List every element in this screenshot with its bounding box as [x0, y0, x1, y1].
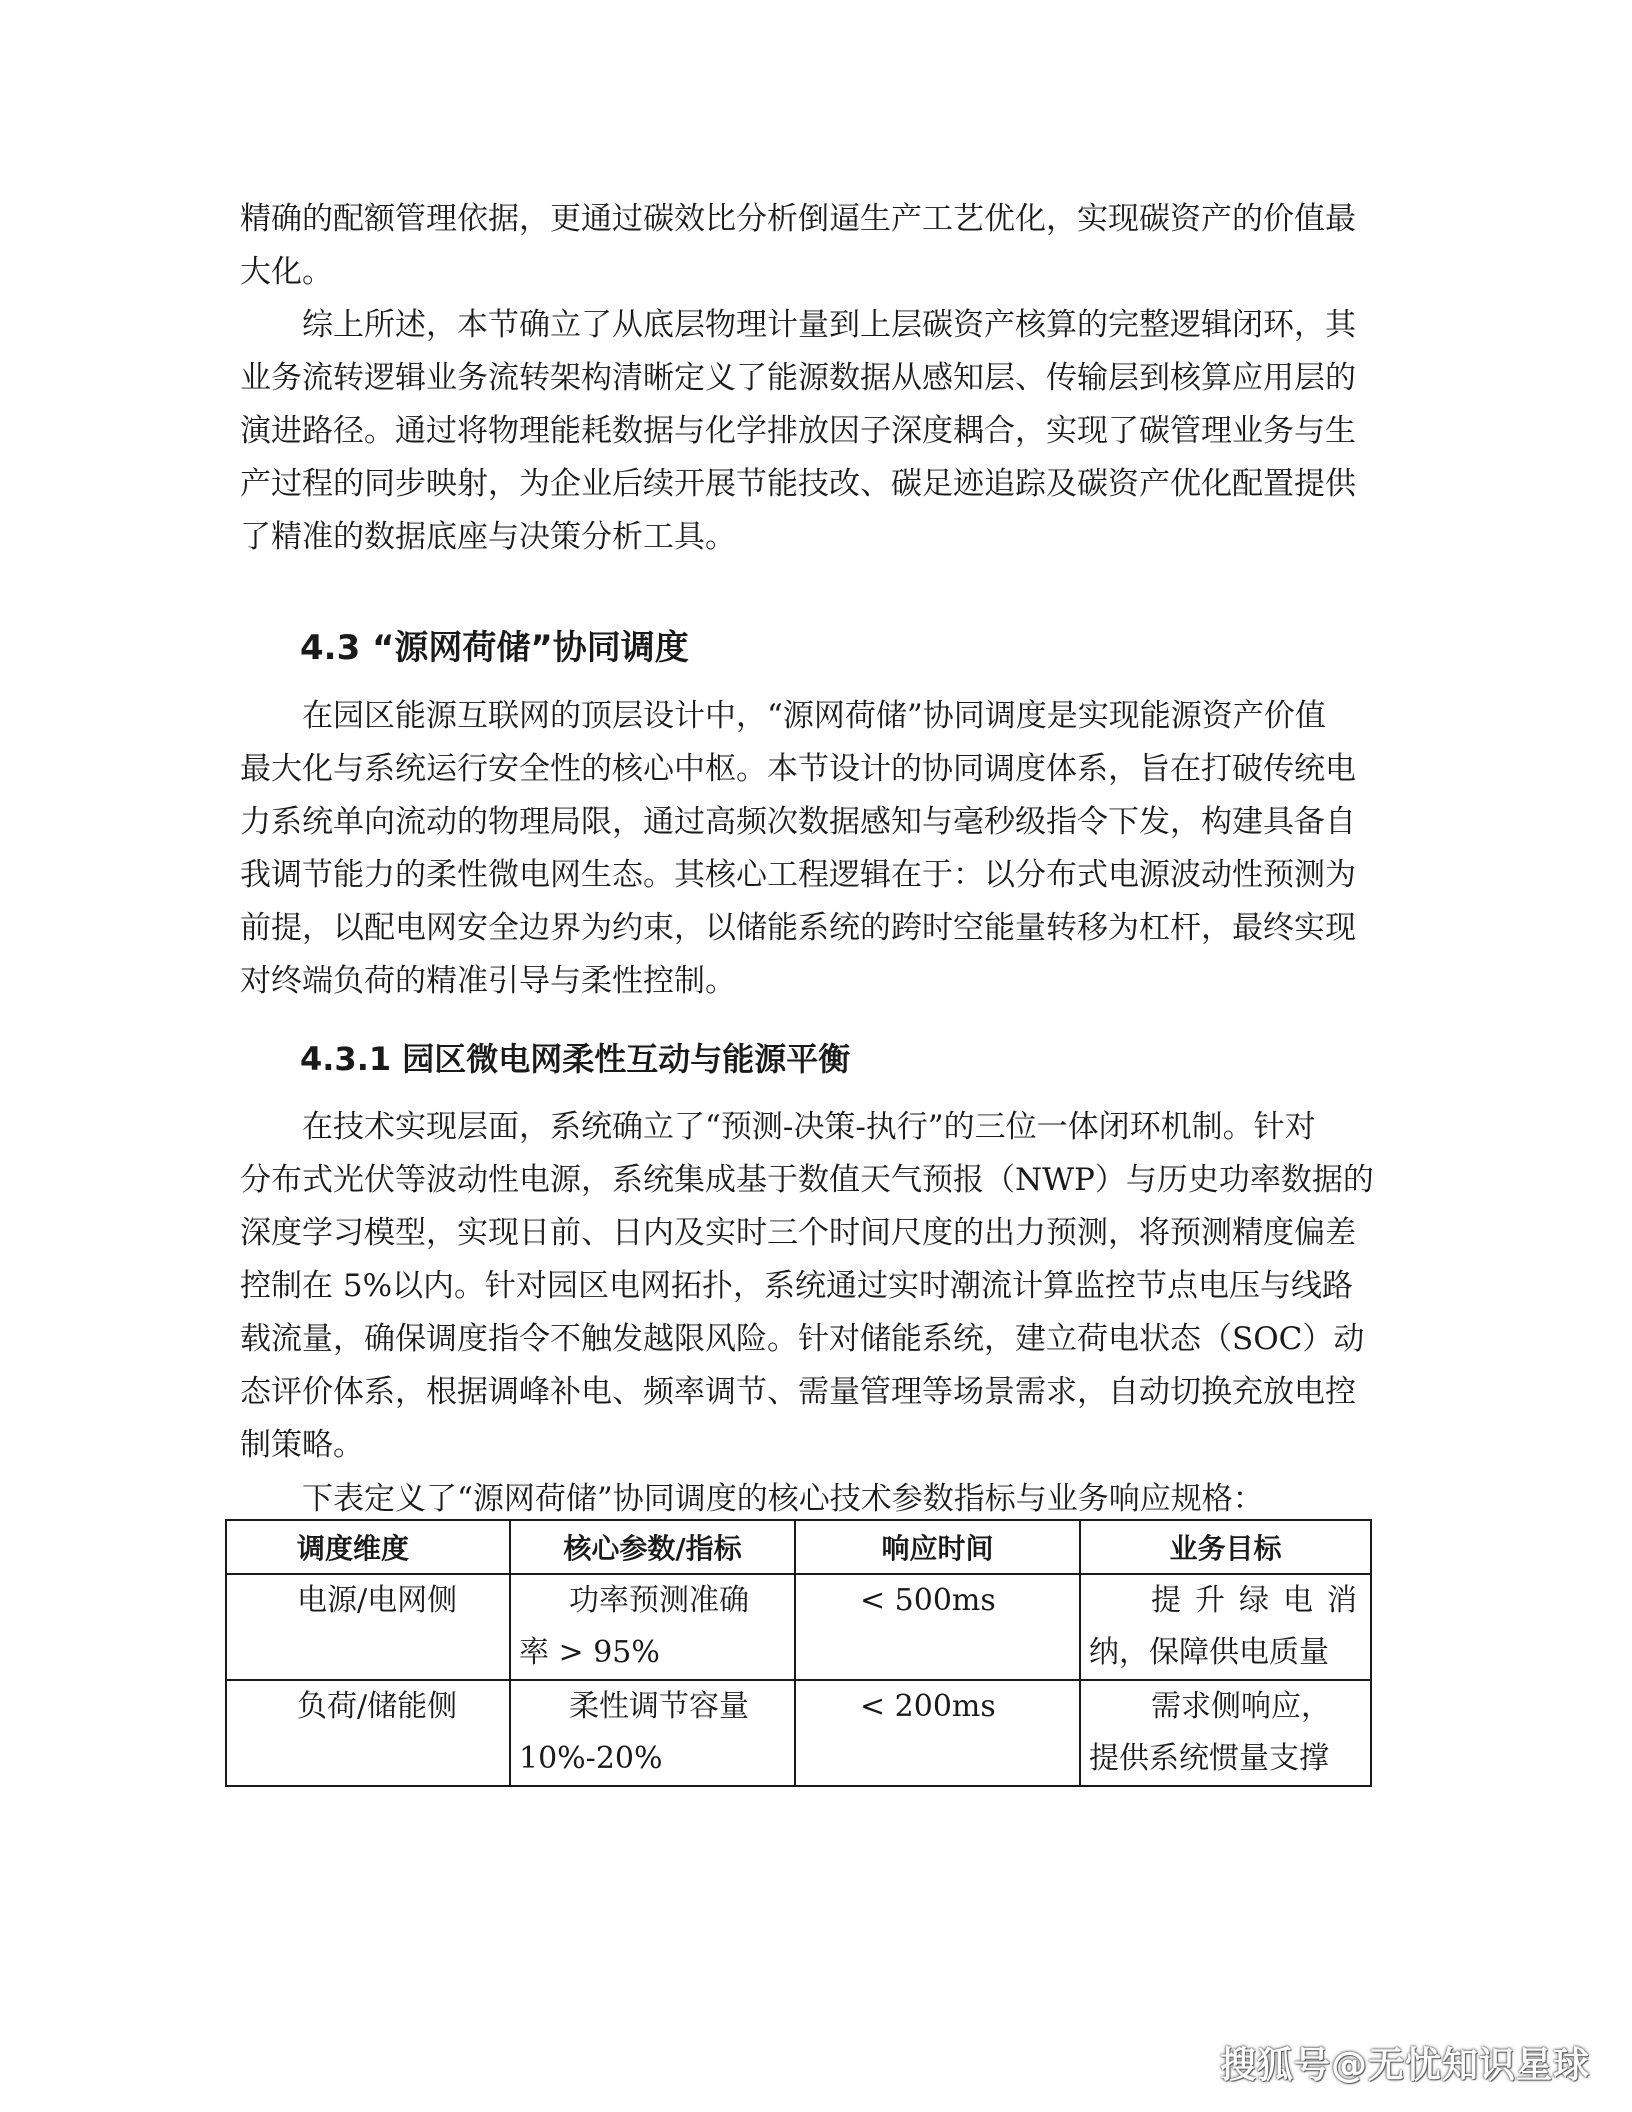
cell-text: < 500ms — [860, 1583, 996, 1618]
cell-business-goal — [1080, 1574, 1371, 1680]
text-line: 业务流转逻辑业务流转架构清晰定义了能源数据从感知层、传输层到核算应用层的 — [240, 360, 1356, 396]
text-line: 下表定义了“源网荷储”协同调度的核心技术参数指标与业务响应规格： — [240, 1481, 1264, 1517]
text-line: 载流量，确保调度指令不触发越限风险。针对储能系统，建立荷电状态（SOC）动 — [240, 1321, 1365, 1357]
cell-response-time — [795, 1574, 1080, 1680]
table-header-row — [226, 1520, 1371, 1574]
cell-business-goal — [1080, 1680, 1371, 1786]
paragraph-summary — [240, 299, 1380, 564]
cell-text: 提升绿电消 — [1151, 1583, 1371, 1618]
cell-text: 柔性调节容量 — [569, 1689, 749, 1724]
cell-parameter — [510, 1680, 795, 1786]
paragraph-technical-implementation — [240, 1101, 1380, 1472]
cell-text: 需求侧响应， — [1151, 1689, 1331, 1724]
section-heading-4-3: 4.3 “源网荷储”协同调度 — [300, 628, 689, 668]
cell-text: < 200ms — [860, 1689, 996, 1724]
text-line: 分布式光伏等波动性电源，系统集成基于数值天气预报（NWP）与历史功率数据的 — [240, 1162, 1374, 1198]
cell-response-time — [795, 1680, 1080, 1786]
cell-dimension — [226, 1680, 510, 1786]
text-line: 对终端负荷的精准引导与柔性控制。 — [240, 963, 736, 999]
dispatch-parameter-table — [225, 1519, 1372, 1787]
cell-text: 功率预测准确 — [569, 1583, 749, 1618]
text-line: 控制在 5%以内。针对园区电网拓扑，系统通过实时潮流计算监控节点电压与线路 — [240, 1268, 1354, 1304]
section-heading-4-3-1: 4.3.1 园区微电网柔性互动与能源平衡 — [300, 1040, 851, 1078]
cell-text: 率 > 95% — [519, 1635, 660, 1670]
column-header-response-time: 响应时间 — [795, 1520, 1080, 1574]
text-line: 综上所述，本节确立了从底层物理计量到上层碳资产核算的完整逻辑闭环，其 — [240, 307, 1356, 343]
text-line: 深度学习模型，实现日前、日内及实时三个时间尺度的出力预测，将预测精度偏差 — [240, 1215, 1356, 1251]
column-header-dimension: 调度维度 — [226, 1520, 510, 1574]
cell-parameter — [510, 1574, 795, 1680]
text-line: 力系统单向流动的物理局限，通过高频次数据感知与毫秒级指令下发，构建具备自 — [240, 804, 1356, 840]
paragraph-dispatch-intro — [240, 690, 1380, 1008]
cell-text: 负荷/储能侧 — [297, 1689, 458, 1724]
column-header-business-goal: 业务目标 — [1080, 1520, 1371, 1574]
text-line: 大化。 — [240, 254, 333, 290]
text-line: 最大化与系统运行安全性的核心中枢。本节设计的协同调度体系，旨在打破传统电 — [240, 751, 1356, 787]
cell-text: 提供系统惯量支撑 — [1089, 1741, 1329, 1776]
text-line: 产过程的同步映射，为企业后续开展节能技改、碳足迹追踪及碳资产优化配置提供 — [240, 466, 1356, 502]
text-line: 制策略。 — [240, 1427, 364, 1463]
table-row — [226, 1680, 1371, 1786]
text-line: 我调节能力的柔性微电网生态。其核心工程逻辑在于：以分布式电源波动性预测为 — [240, 857, 1356, 893]
text-line: 前提，以配电网安全边界为约束，以储能系统的跨时空能量转移为杠杆，最终实现 — [240, 910, 1356, 946]
cell-text: 电源/电网侧 — [297, 1583, 458, 1618]
text-line: 演进路径。通过将物理能耗数据与化学排放因子深度耦合，实现了碳管理业务与生 — [240, 413, 1356, 449]
watermark-text: 搜狐号@无忧知识星球 — [1219, 2045, 1590, 2086]
cell-dimension — [226, 1574, 510, 1680]
cell-text: 纳，保障供电质量 — [1089, 1635, 1329, 1670]
column-header-parameter: 核心参数/指标 — [510, 1520, 795, 1574]
text-line: 在园区能源互联网的顶层设计中，“源网荷储”协同调度是实现能源资产价值 — [240, 698, 1326, 734]
text-line: 精确的配额管理依据，更通过碳效比分析倒逼生产工艺优化，实现碳资产的价值最 — [240, 201, 1356, 237]
cell-text: 10%-20% — [519, 1741, 663, 1776]
text-line: 态评价体系，根据调峰补电、频率调节、需量管理等场景需求，自动切换充放电控 — [240, 1374, 1356, 1410]
text-line: 在技术实现层面，系统确立了“预测-决策-执行”的三位一体闭环机制。针对 — [240, 1109, 1316, 1145]
text-line: 了精准的数据底座与决策分析工具。 — [240, 519, 736, 555]
paragraph-carbon-tail — [240, 193, 1380, 299]
table-row — [226, 1574, 1371, 1680]
